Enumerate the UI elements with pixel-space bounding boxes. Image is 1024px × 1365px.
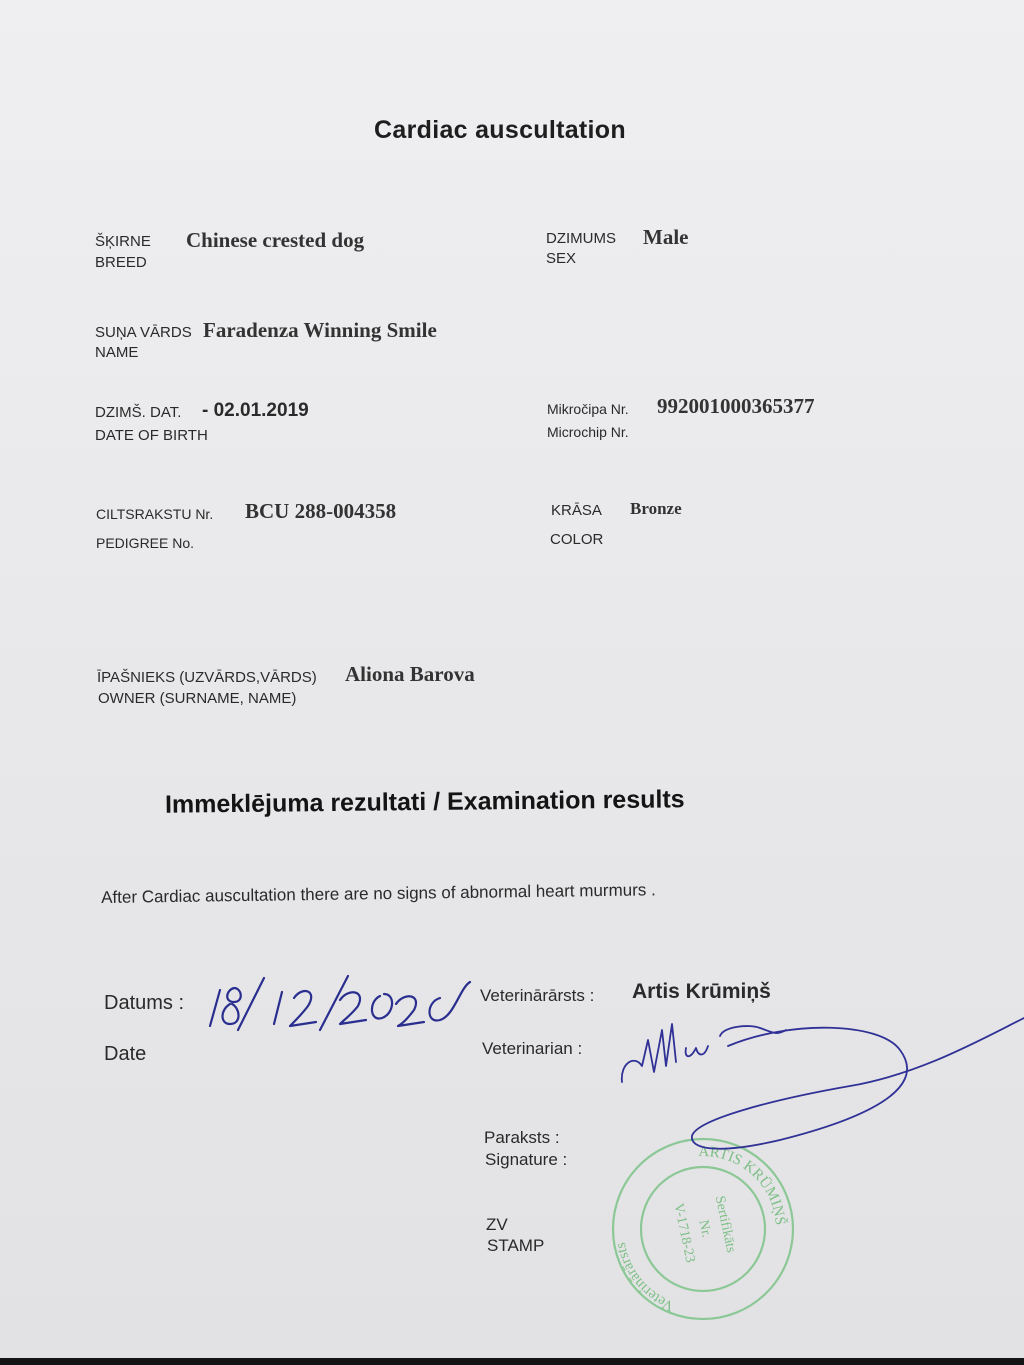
breed-value: Chinese crested dog xyxy=(186,228,365,252)
results-heading: Immeklējuma rezultati / Examination results xyxy=(164,785,685,819)
owner-value: Aliona Barova xyxy=(345,662,475,686)
results-text: After Cardiac auscultation there are no signs of abnormal heart murmurs . xyxy=(101,880,656,907)
breed-label-lv: ŠĶIRNE xyxy=(95,233,151,250)
color-label-en: COLOR xyxy=(550,531,604,548)
stamp-center-line1: Sertifikāts xyxy=(711,1194,739,1255)
vet-label-en: Veterinarian : xyxy=(482,1039,583,1058)
microchip-label-en: Microchip Nr. xyxy=(547,424,629,440)
veterinarian-stamp-image xyxy=(608,1134,798,1324)
stamp-label-lv: ZV xyxy=(486,1215,508,1234)
dob-label-lv: DZIMŠ. DAT. xyxy=(95,404,182,421)
microchip-label-lv: Mikročipa Nr. xyxy=(547,401,629,417)
date-label-lv: Datums : xyxy=(104,992,185,1014)
sex-label-lv: DZIMUMS xyxy=(546,230,616,247)
stamp-center-line3: V-1718-23 xyxy=(670,1202,698,1265)
vet-label-lv: Veterinārārsts : xyxy=(480,986,595,1005)
signature-label-en: Signature : xyxy=(485,1150,568,1169)
signature-image xyxy=(600,1000,1024,1160)
color-label-lv: KRĀSA xyxy=(551,502,602,519)
pedigree-label-en: PEDIGREE No. xyxy=(96,535,195,551)
dob-label-en: DATE OF BIRTH xyxy=(95,427,208,444)
date-label-en: Date xyxy=(104,1043,147,1065)
page-bottom-edge xyxy=(0,1358,1024,1365)
stamp-center-line2: Nr. xyxy=(695,1218,714,1239)
name-label-lv: SUŅA VĀRDS xyxy=(95,324,192,341)
dob-value: - 02.01.2019 xyxy=(202,400,309,421)
sex-value: Male xyxy=(643,225,689,249)
stamp-label-en: STAMP xyxy=(487,1236,545,1255)
sex-label-en: SEX xyxy=(546,250,577,267)
vet-name: Artis Krūmiņš xyxy=(632,980,771,1003)
name-label-en: NAME xyxy=(95,344,139,361)
handwritten-date-image xyxy=(190,968,480,1038)
name-value: Faradenza Winning Smile xyxy=(203,318,437,342)
signature-label-lv: Paraksts : xyxy=(484,1128,560,1147)
color-value: Bronze xyxy=(630,499,682,518)
owner-label-lv: ĪPAŠNIEKS (UZVĀRDS,VĀRDS) xyxy=(97,669,317,686)
owner-label-en: OWNER (SURNAME, NAME) xyxy=(98,690,297,707)
breed-label-en: BREED xyxy=(95,254,147,271)
document-title: Cardiac auscultation xyxy=(374,116,626,144)
pedigree-label-lv: CILTSRAKSTU Nr. xyxy=(96,506,214,522)
microchip-value: 992001000365377 xyxy=(657,394,815,418)
pedigree-value: BCU 288-004358 xyxy=(245,499,397,523)
stamp-ring-text: ARTIS KRŪMIŅŠ xyxy=(698,1143,788,1226)
stamp-ring-text-left: Veterinārārsts xyxy=(612,1241,677,1314)
